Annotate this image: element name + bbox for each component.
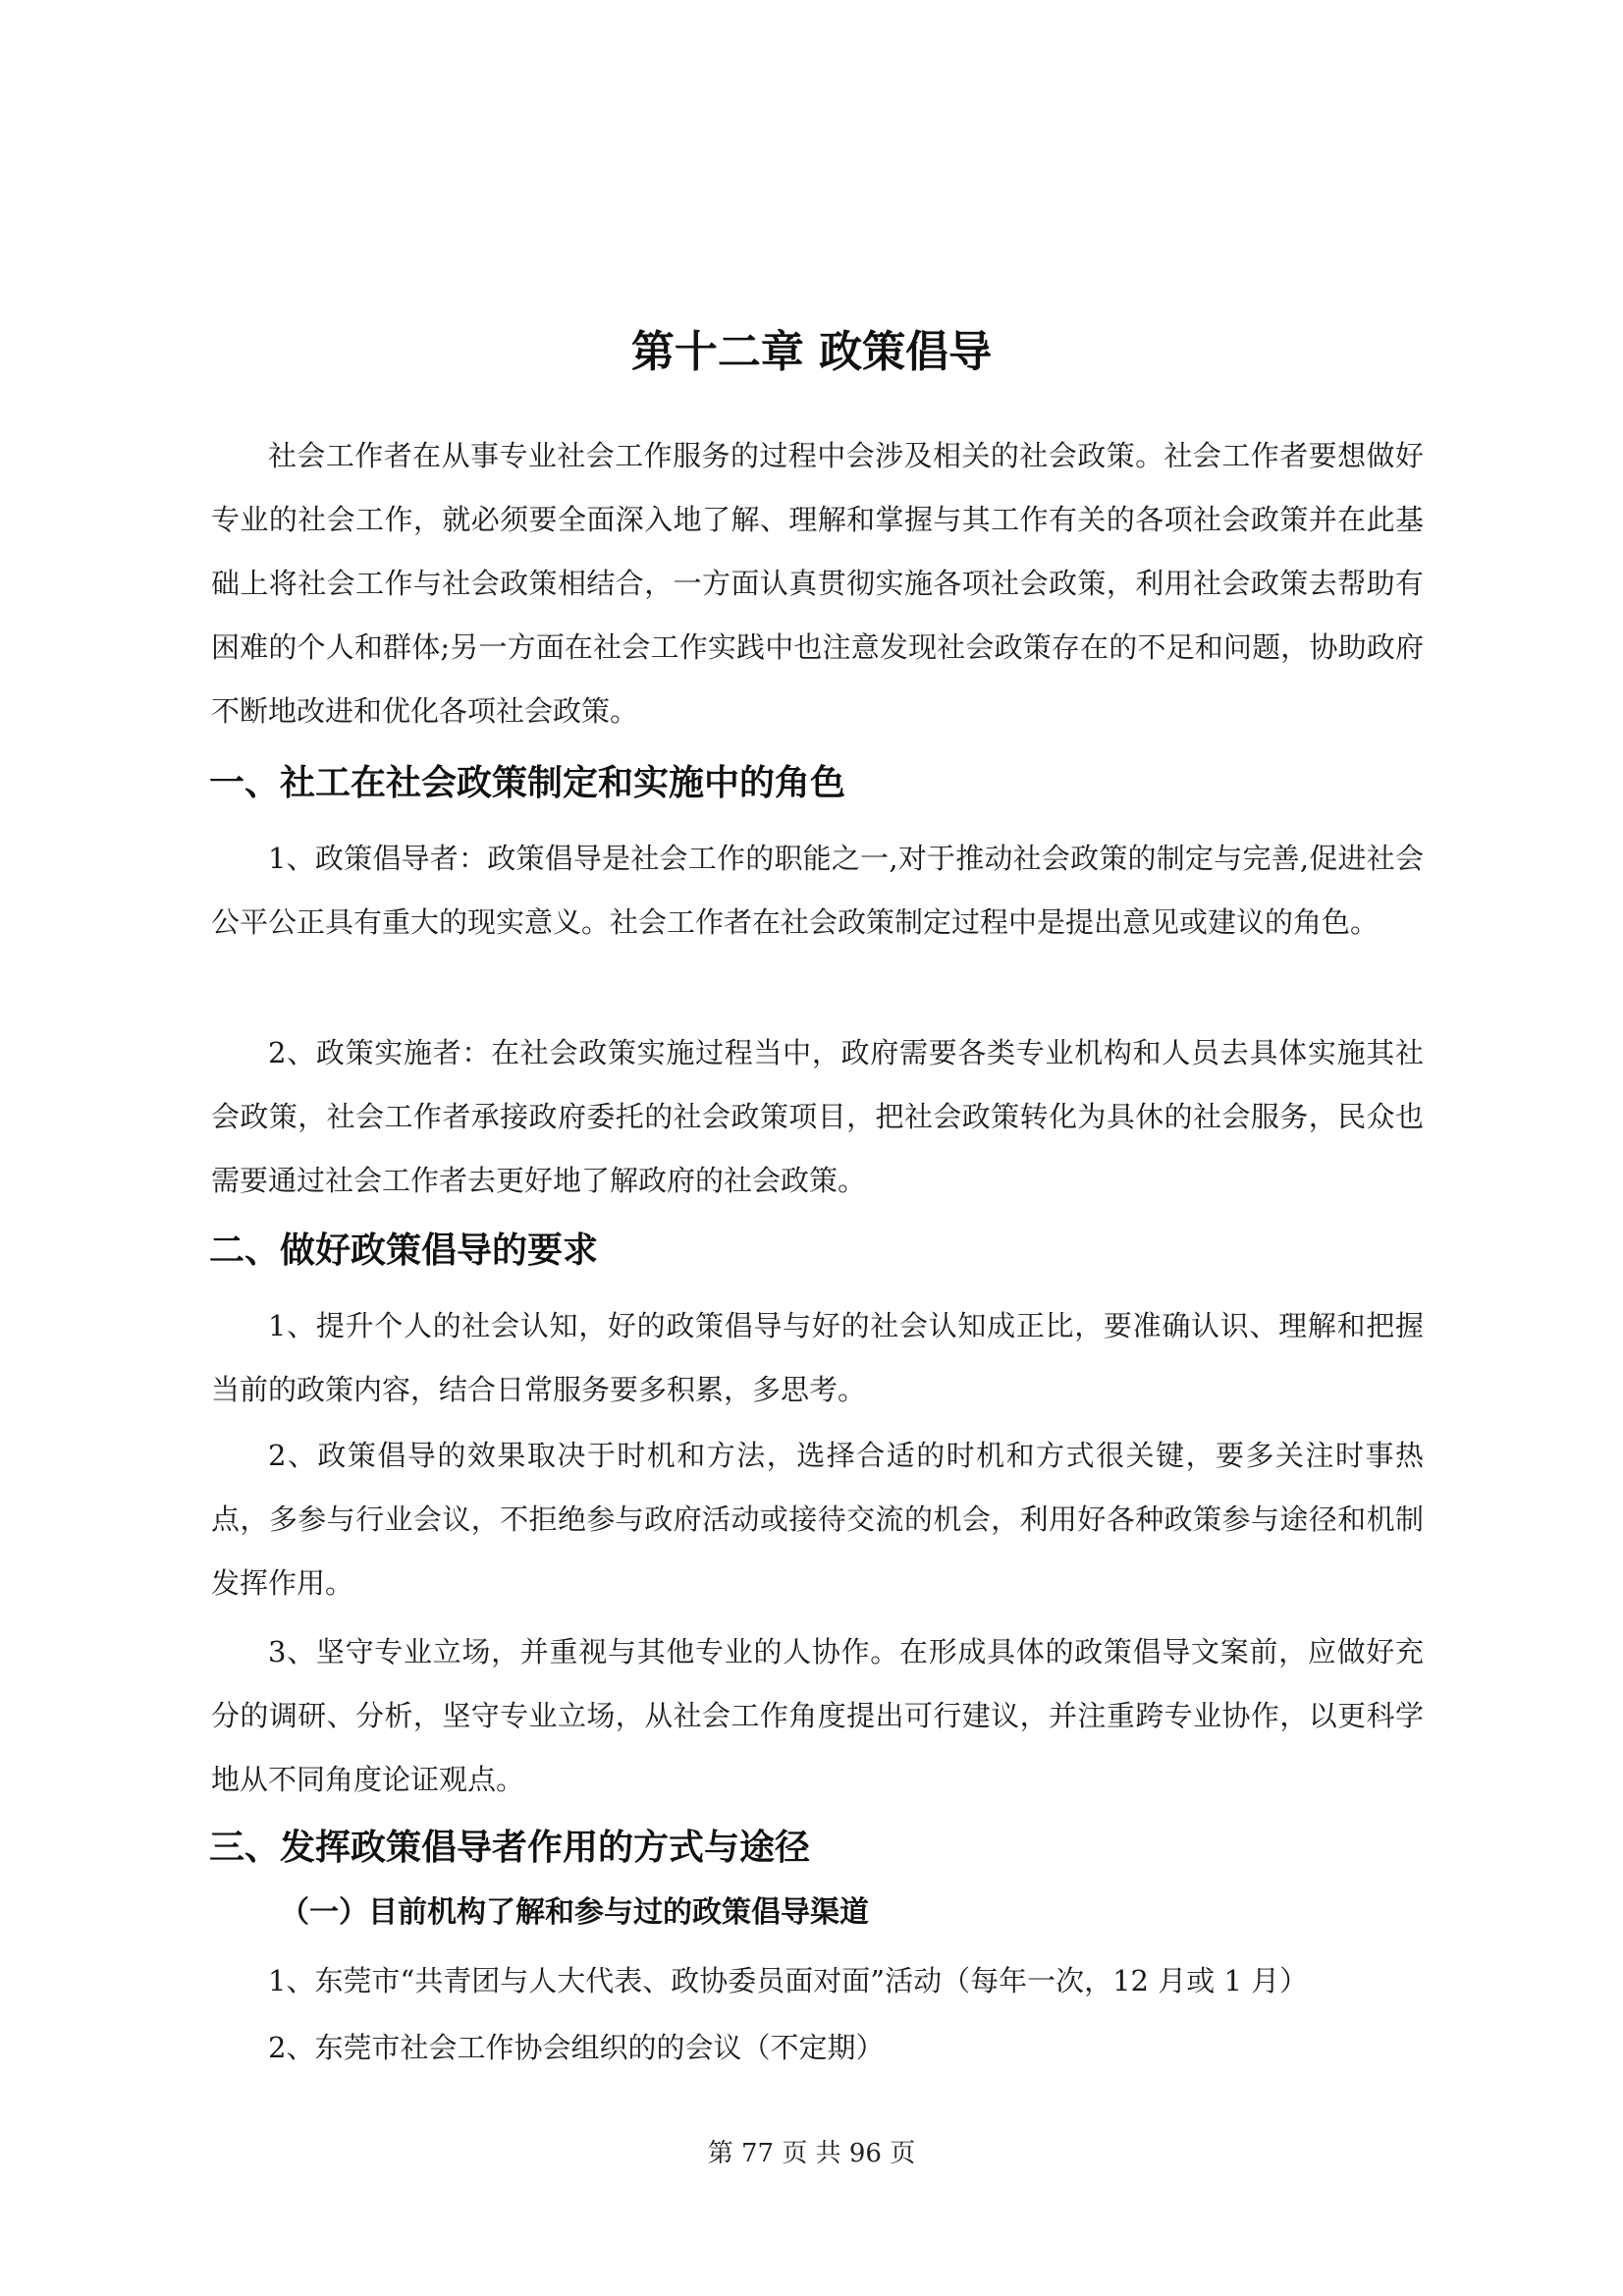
section-2-heading: 二、做好政策倡导的要求 xyxy=(209,1230,599,1271)
section-3-subheading: （一）目前机构了解和参与过的政策倡导渠道 xyxy=(280,1895,869,1930)
intro-paragraph: 社会工作者在从事专业社会工作服务的过程中会涉及相关的社会政策。社会工作者要想做好专业的社会工作，就必须要全面深入地了解、理解和掌握与其工作有关的各项社会政策并在此基础上将社会工作与社会政策相结合，一方面认真贯彻实施各项社会政策，利用社会政策去帮助有困难的个人和群体;另一方面在社会工作实践中也注意发现社会政策存在的不足和问题，协助政府不断地改进和优化各项社会政策。 xyxy=(211,439,1424,728)
section-1-paragraph-1: 1、政策倡导者：政策倡导是社会工作的职能之一,对于推动社会政策的制定与完善,促进社会公平公正具有重大的现实意义。社会工作者在社会政策制定过程中是提出意见或建议的角色。 xyxy=(211,842,1424,939)
section-2-paragraph-3: 3、坚守专业立场，并重视与其他专业的人协作。在形成具体的政策倡导文案前，应做好充分的调研、分析，坚守专业立场，从社会工作角度提出可行建议，并注重跨专业协作，以更科学地从不同角度论证观点。 xyxy=(211,1635,1424,1796)
section-3-item-2: 2、东莞市社会工作协会组织的的会议（不定期） xyxy=(268,2031,885,2064)
section-3-heading: 三、发挥政策倡导者作用的方式与途径 xyxy=(209,1828,811,1868)
section-1-heading: 一、社工在社会政策制定和实施中的角色 xyxy=(209,763,846,803)
chapter-title: 第十二章 政策倡导 xyxy=(630,327,993,378)
section-3-item-1: 1、东莞市“共青团与人大代表、政协委员面对面”活动（每年一次，12 月或 1 月） xyxy=(268,1964,1309,1997)
page-footer: 第 77 页 共 96 页 xyxy=(707,2139,916,2168)
section-2-paragraph-1: 1、提升个人的社会认知，好的政策倡导与好的社会认知成正比，要准确认识、理解和把握当前的政策内容，结合日常服务要多积累，多思考。 xyxy=(211,1309,1424,1406)
section-1-paragraph-2: 2、政策实施者：在社会政策实施过程当中，政府需要各类专业机构和人员去具体实施其社会政策，社会工作者承接政府委托的社会政策项目，把社会政策转化为具休的社会服务，民众也需要通过社会工作者去更好地了解政府的社会政策。 xyxy=(211,1036,1424,1197)
section-2-paragraph-2: 2、政策倡导的效果取决于时机和方法，选择合适的时机和方式很关键，要多关注时事热点，多参与行业会议，不拒绝参与政府活动或接待交流的机会，利用好各种政策参与途径和机制发挥作用。 xyxy=(211,1439,1424,1600)
